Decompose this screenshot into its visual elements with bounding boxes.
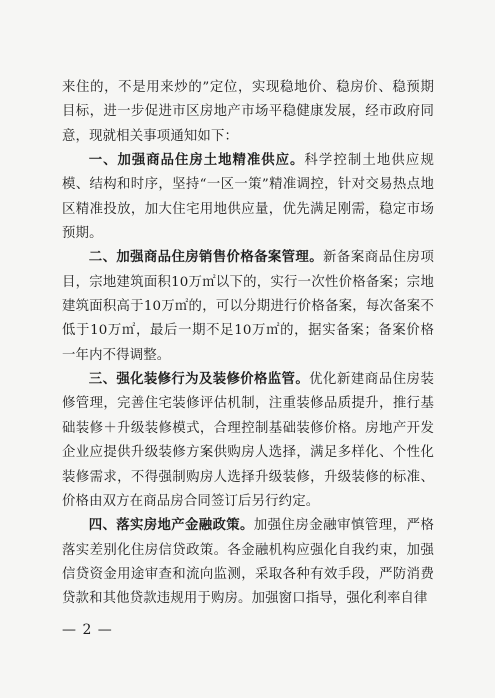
section-4-body: 加强住房金融审慎管理，严格落实差别化住房信贷政策。各金融机构应强化自我约束，加强信贷资金用途审查和流向监测，采取各种有效手段，严防消费贷款和其他贷款违规用于购房。加强窗口指导，强化利率自律 [62, 518, 435, 607]
page-number: — 2 — [62, 622, 113, 638]
section-3-body: 优化新建商品住房装修管理，完善住宅装修评估机制，注重装修品质提升，推行基础装修＋升级装修模式，合理控制基础装修价格。房地产开发企业应提供升级装修方案供购房人选择，满足多样化、个性化装修需求，不得强制购房人选择升级装修，升级装修的标准、价格由双方在商品房合同签订后另行约定。 [62, 372, 435, 509]
section-1-body: 科学控制土地供应规模、结构和时序，坚持“一区一策”精准调控，针对交易热点地区精准投放，加大住宅用地供应量，优先满足刚需，稳定市场预期。 [62, 153, 434, 242]
section-1-heading: 一、加强商品住房土地精准供应。 [88, 153, 305, 169]
section-2-paragraph [62, 246, 434, 368]
intro-paragraph: 来住的，不是用来炒的”定位，实现稳地价、稳房价、稳预期目标，进一步促进市区房地产市场平稳健康发展，经市政府同意，现就相关事项通知如下： [62, 80, 434, 144]
section-3-paragraph [62, 368, 434, 514]
section-3-heading: 三、强化装修行为及装修价格监管。 [88, 372, 310, 388]
section-2-heading: 二、加强商品住房销售价格备案管理。 [88, 250, 323, 266]
section-4-heading: 四、落实房地产金融政策。 [88, 518, 254, 534]
section-4-paragraph [62, 514, 434, 611]
section-2-body: 新备案商品住房项目，宗地建筑面积10万㎡以下的，实行一次性价格备案；宗地建筑面积高于10万㎡的，可以分期进行价格备案，每次备案不低于10万㎡，最后一期不足10万㎡的，据实备案；备案价格一年内不得调整。 [62, 250, 435, 363]
document-body [62, 76, 434, 612]
section-1-paragraph [62, 149, 434, 246]
